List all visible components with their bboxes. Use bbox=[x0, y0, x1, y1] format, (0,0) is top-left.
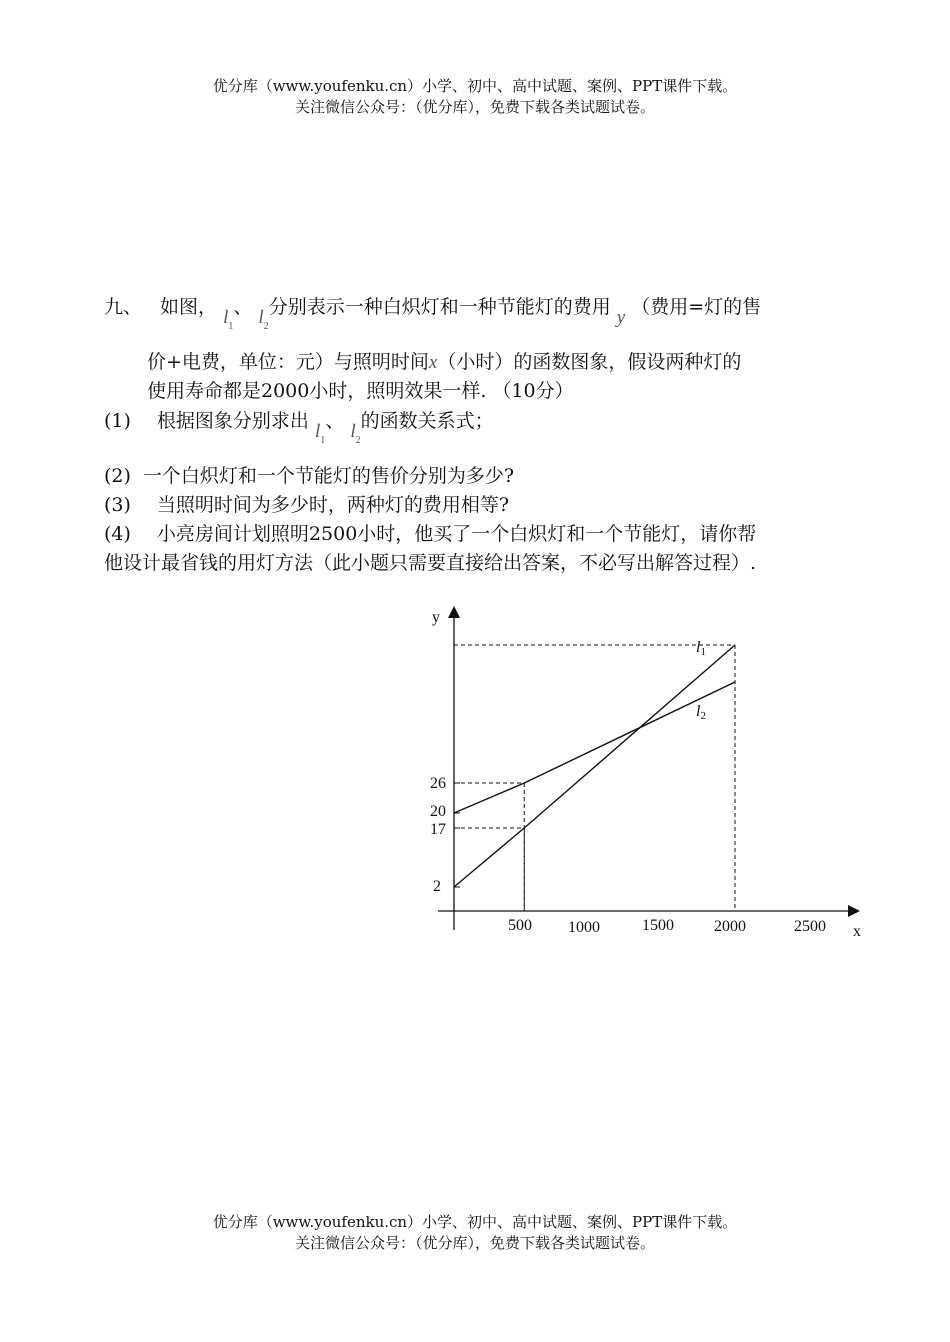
part-3-number: (3) bbox=[104, 494, 131, 516]
separator: 、 bbox=[233, 296, 253, 318]
part-1-text-b: 的函数关系式； bbox=[360, 410, 494, 432]
intro-text-b: 分别表示一种白炽灯和一种节能灯的费用 bbox=[268, 296, 611, 318]
var-l2: $l_2$ bbox=[258, 307, 269, 332]
part-1-number: (1) bbox=[104, 410, 131, 432]
question-intro-line-2 bbox=[147, 347, 741, 378]
part-2-number: (2) bbox=[104, 465, 131, 487]
intro-text-a: 如图， bbox=[160, 296, 218, 318]
var-l1: $l_1$ bbox=[223, 307, 234, 332]
part-1-var-l1: $l_1$ bbox=[314, 421, 326, 446]
part-4-number: (4) bbox=[104, 523, 131, 545]
header-line-2: 关注微信公众号：（优分库），免费下载各类试题试卷。 bbox=[294, 98, 655, 116]
part-3-text: 当照明时间为多少时，两种灯的费用相等? bbox=[156, 494, 510, 516]
part-1-var-l2: $l_2$ bbox=[350, 421, 361, 446]
question-intro-line-1 bbox=[104, 292, 761, 332]
intro-line-2b: （小时）的函数图象，假设两种灯的 bbox=[437, 351, 742, 373]
part-2 bbox=[104, 461, 514, 491]
footer-line-1: 优分库（www.youfenku.cn）小学、初中、高中试题、案例、PPT课件下载。 bbox=[212, 1213, 738, 1231]
y-axis-label: y bbox=[432, 609, 440, 626]
series-label-l1: l1 bbox=[696, 639, 706, 658]
x-axis-label: x bbox=[853, 923, 861, 940]
x-tick-label-500: 500 bbox=[508, 917, 532, 934]
x-tick-label-2500: 2500 bbox=[794, 918, 826, 935]
part-4-line-2: 他设计最省钱的用灯方法（此小题只需要直接给出答案，不必写出解答过程）. bbox=[104, 552, 757, 574]
question-intro-line-3: 使用寿命都是2000小时，照明效果一样. （10分） bbox=[147, 380, 574, 402]
page-header bbox=[0, 76, 950, 118]
footer-line-2: 关注微信公众号：（优分库），免费下载各类试题试卷。 bbox=[294, 1234, 655, 1252]
question-number: 九、 bbox=[104, 296, 143, 318]
var-x: x bbox=[428, 352, 438, 373]
part-1-text-a: 根据图象分别求出 bbox=[156, 410, 309, 432]
page-footer bbox=[0, 1212, 950, 1254]
part-2-text: 一个白炽灯和一个节能灯的售价分别为多少? bbox=[142, 465, 515, 487]
header-line-1: 优分库（www.youfenku.cn）小学、初中、高中试题、案例、PPT课件下载。 bbox=[212, 77, 738, 95]
intro-line-2a: 价+电费，单位：元）与照明时间 bbox=[147, 351, 429, 373]
intro-text-c: （费用=灯的售 bbox=[631, 296, 762, 318]
part-3 bbox=[104, 490, 509, 520]
y-tick-label-2: 2 bbox=[433, 878, 441, 895]
part-4-text-a: 小亮房间计划照明2500小时，他买了一个白炽灯和一个节能灯，请你帮 bbox=[156, 523, 757, 545]
x-axis-arrow bbox=[848, 905, 860, 917]
x-tick-label-2000: 2000 bbox=[714, 918, 746, 935]
function-graph bbox=[420, 600, 870, 945]
series-label-l2: l2 bbox=[696, 703, 706, 722]
y-axis-arrow bbox=[448, 606, 460, 618]
y-tick-label-26: 26 bbox=[430, 775, 446, 792]
series-line-l2 bbox=[454, 682, 735, 813]
series-line-l1 bbox=[454, 645, 735, 887]
part-1: (1) 根据图象分别求出 $l_1$、 $l_2$的函数关系式； bbox=[104, 410, 494, 446]
y-tick-label-20: 20 bbox=[430, 803, 446, 820]
var-y: y bbox=[616, 307, 626, 328]
x-tick-label-1000: 1000 bbox=[568, 919, 600, 936]
x-tick-label-1500: 1500 bbox=[642, 917, 674, 934]
part-4-line-1 bbox=[104, 519, 756, 549]
y-tick-label-17: 17 bbox=[430, 821, 446, 838]
